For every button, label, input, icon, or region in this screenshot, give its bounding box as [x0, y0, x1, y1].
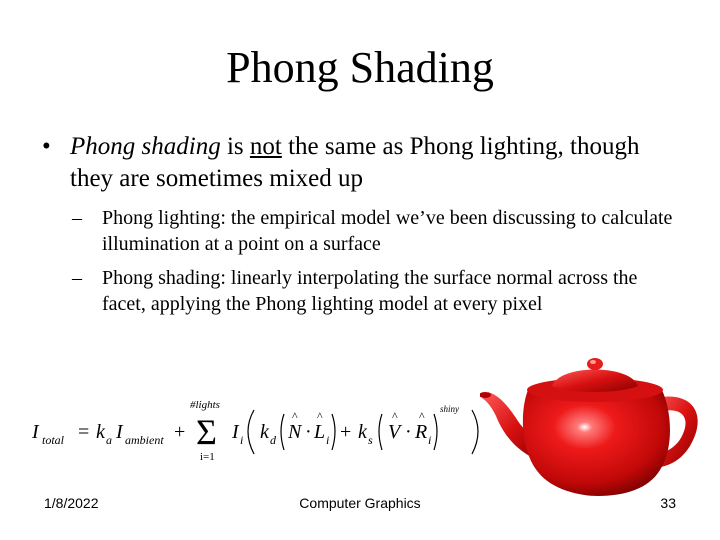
eq-R: R [415, 421, 428, 443]
bullet-marker: • [42, 133, 51, 160]
slide-title: Phong Shading [226, 43, 494, 92]
bullet-emphasis: Phong shading [70, 133, 221, 160]
eq-left-paren [248, 410, 254, 454]
eq-N: N [288, 421, 302, 443]
eq-dot-right-paren [332, 414, 335, 450]
eq-spec-left-paren [379, 414, 382, 450]
eq-Ii-sub: i [240, 433, 244, 447]
eq-dot-2: · [405, 421, 412, 443]
eq-ka: k [96, 421, 105, 443]
teapot-illustration [480, 350, 710, 500]
bullet-text-rest: the same as Phong lighting, though they are sometimes mixed up [70, 133, 640, 192]
eq-spec-right-paren [434, 414, 437, 450]
eq-sum: Σ [196, 412, 217, 452]
footer-page-number: 33 [660, 495, 676, 511]
footer-course-title: Computer Graphics [299, 495, 421, 511]
eq-L: L [314, 421, 326, 443]
bullet-not-underlined: not [249, 133, 282, 160]
footer-date: 1/8/2022 [44, 495, 99, 511]
eq-shiny-exponent: shiny [440, 404, 459, 414]
sub-bullet-list [72, 205, 682, 325]
eq-plus: + [174, 421, 186, 443]
sub-bullet-item [72, 265, 682, 317]
phong-equation-svg [30, 396, 500, 466]
sub-bullet-dash: – [72, 267, 82, 289]
eq-L-sub: i [326, 433, 330, 447]
eq-plus-2: + [340, 421, 352, 443]
eq-Ii: I [232, 421, 239, 443]
eq-sum-bottom: i=1 [200, 451, 215, 463]
teapot-image [480, 350, 710, 500]
eq-I: I [32, 421, 39, 443]
eq-kd-sub: d [270, 433, 276, 447]
eq-dot-1: · [305, 421, 312, 443]
phong-equation [30, 396, 500, 466]
sub-bullet-text: Phong shading: linearly interpolating the surface normal across the facet, applying the Phong lighting model at every pixel [102, 267, 638, 315]
eq-kd: k [260, 421, 269, 443]
eq-ambient-sub: ambient [125, 433, 164, 447]
teapot-knob [587, 358, 603, 370]
teapot-knob-highlight [590, 360, 596, 364]
hat-R-icon: ^ [419, 409, 425, 423]
sub-bullet-item [72, 205, 682, 257]
eq-dot-left-paren [281, 414, 284, 450]
eq-ka-sub: a [106, 433, 112, 447]
eq-V: V [388, 421, 401, 443]
teapot-body [523, 390, 670, 496]
eq-ks-sub: s [368, 433, 373, 447]
eq-right-paren [472, 410, 478, 454]
main-bullet [42, 131, 682, 195]
eq-equals: = [78, 421, 90, 443]
hat-N-icon: ^ [292, 409, 298, 423]
eq-sum-top: #lights [190, 399, 220, 411]
eq-total-sub: total [42, 433, 65, 447]
bullet-text-is: is [220, 133, 250, 160]
hat-V-icon: ^ [392, 409, 398, 423]
sub-bullet-dash: – [72, 207, 82, 229]
teapot-lid [552, 370, 638, 393]
eq-I-ambient: I [116, 421, 123, 443]
eq-R-sub: i [428, 433, 432, 447]
main-bullet-text [70, 131, 682, 195]
eq-ks: k [358, 421, 367, 443]
sub-bullet-text: Phong lighting: the empirical model we’ve been discussing to calculate illumination at a point on a surface [102, 207, 673, 255]
hat-L-icon: ^ [317, 409, 323, 423]
